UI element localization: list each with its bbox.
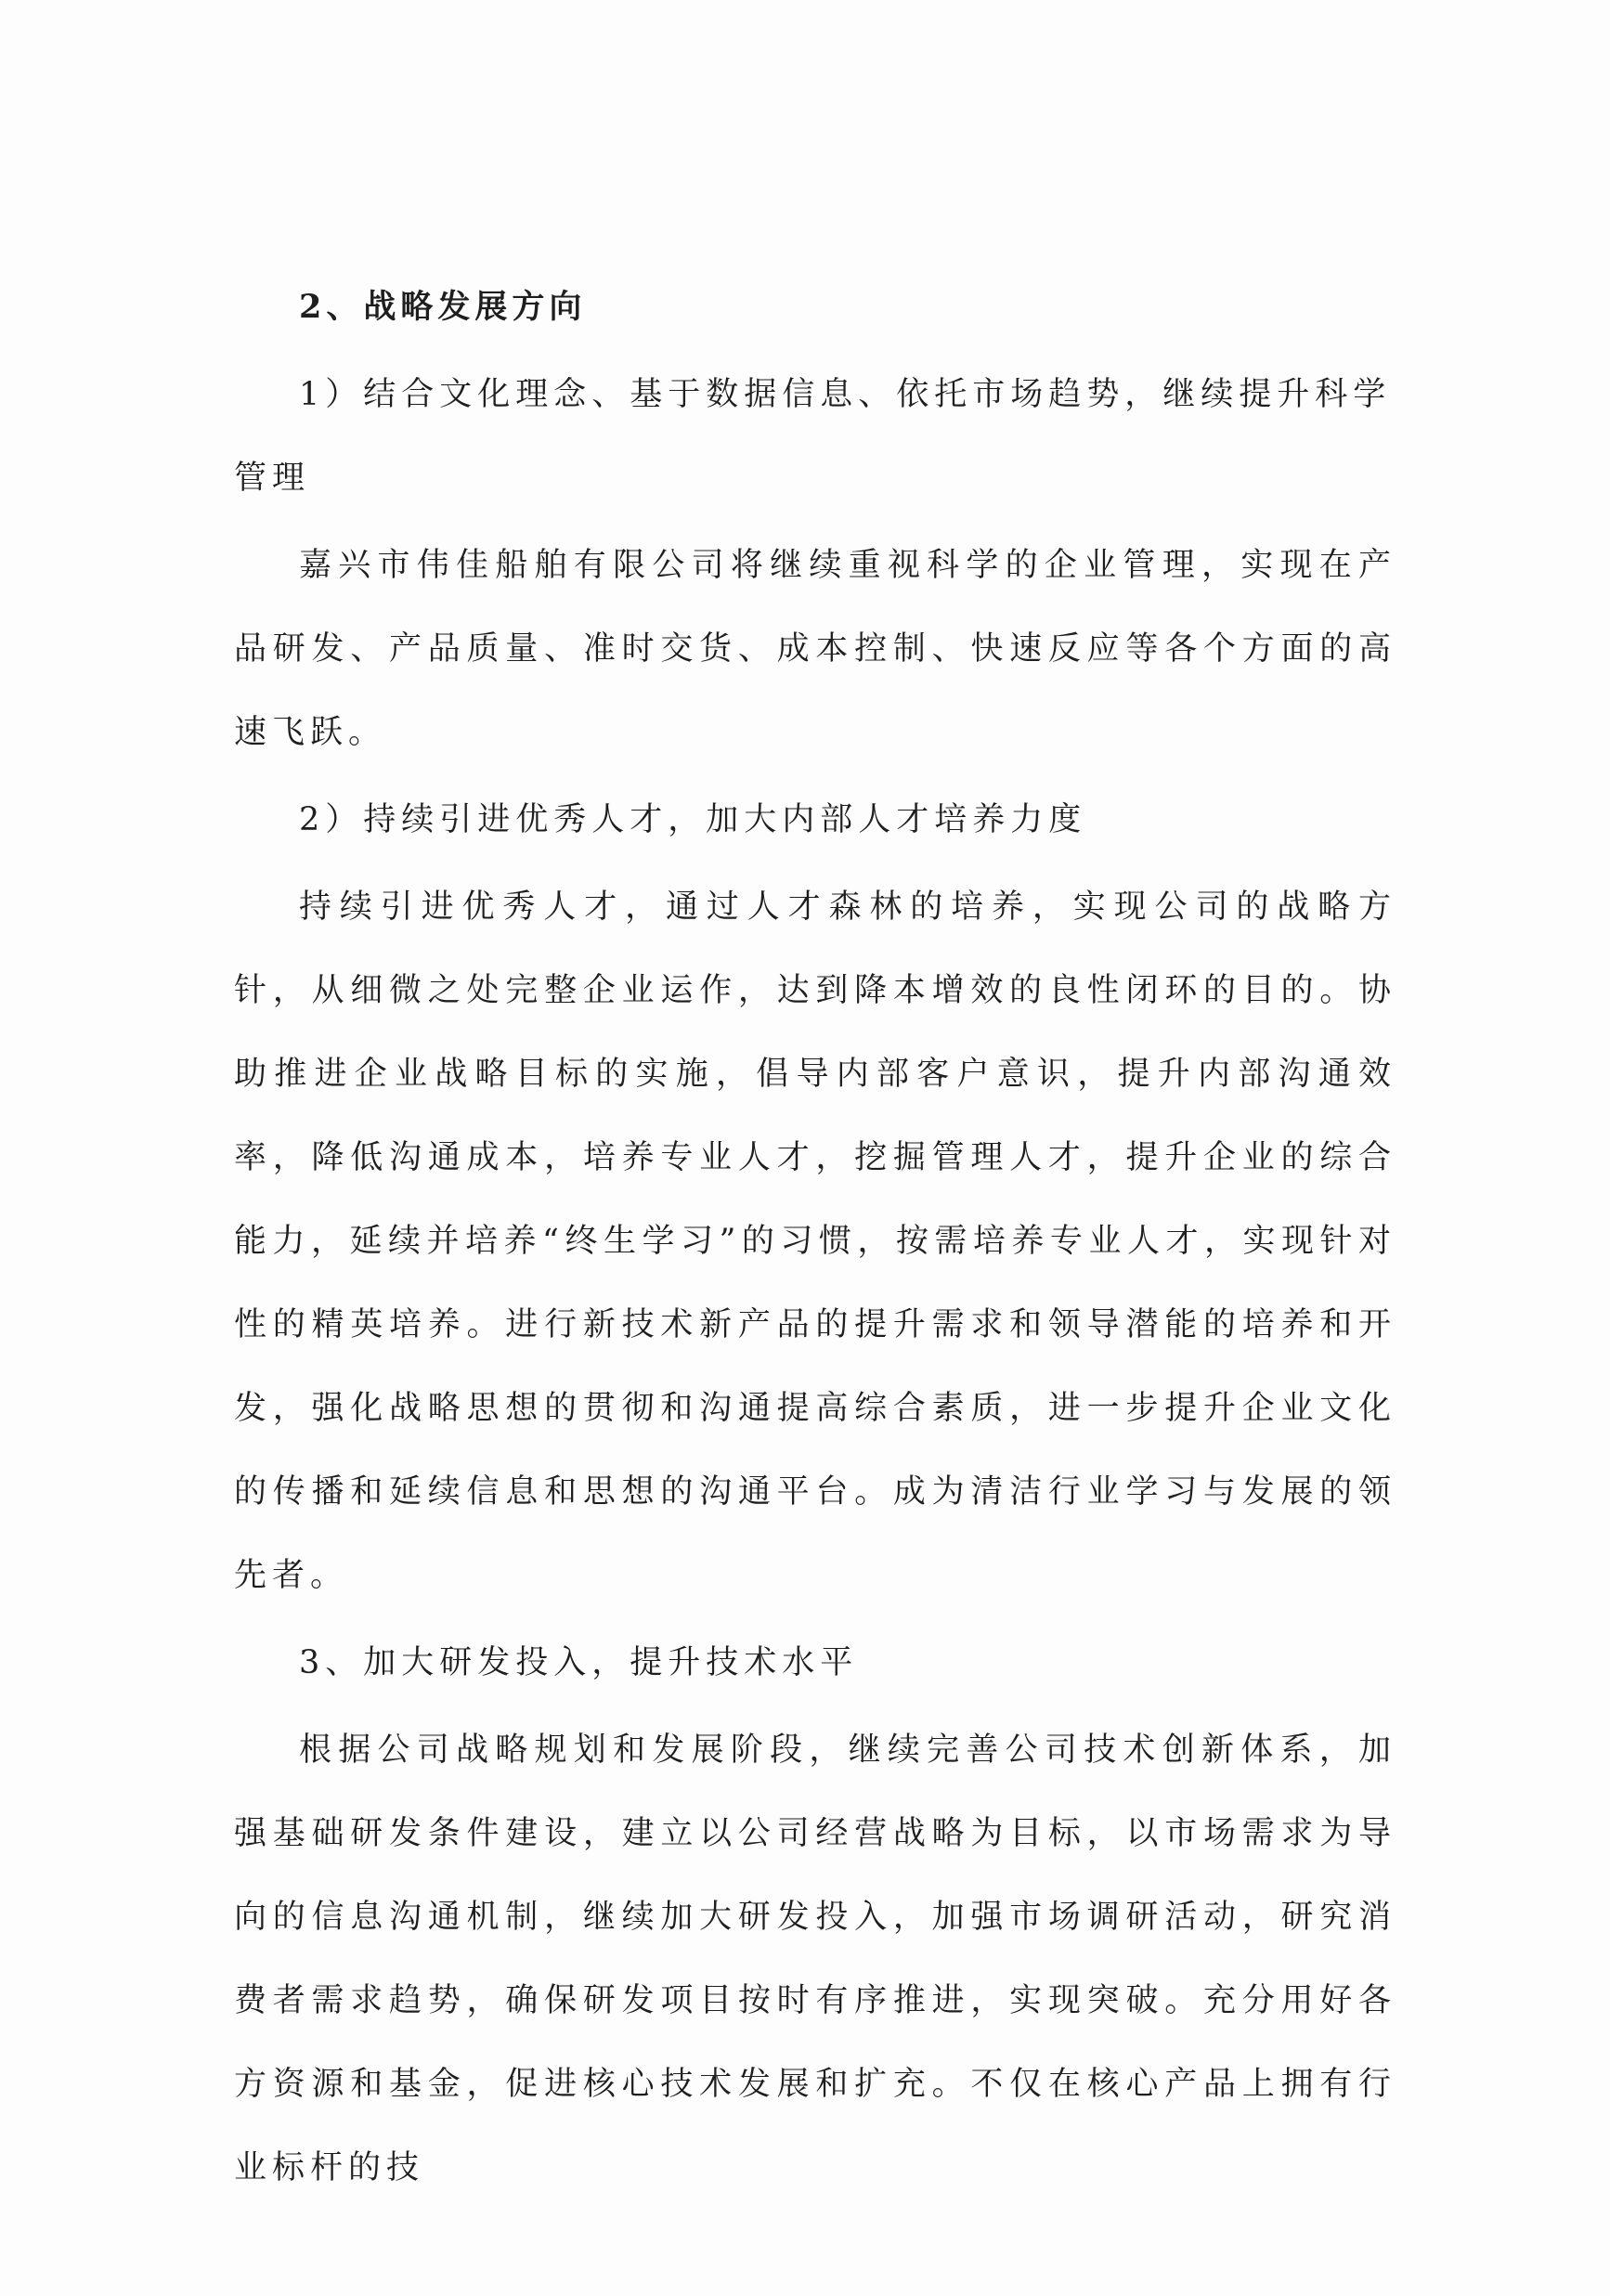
section-heading-rnd: 3、加大研发投入，提升技术水平	[299, 1644, 859, 1681]
paragraph-talent: 持续引进优秀人才，通过人才森林的培养，实现公司的战略方针，从细微之处完整企业运作，达到降本增效的良性闭环的目的。协助推进企业战略目标的实施，倡导内部客户意识，提升内部沟通效率，降低沟通成本，培养专业人才，挖掘管理人才，提升企业的综合能力，延续并培养“终生学习”的习惯，按需培养专业人才，实现针对性的精英培养。进行新技术新产品的提升需求和领导潜能的培养和开发，强化战略思想的贯彻和沟通提高综合素质，进一步提升企业文化的传播和延续信息和思想的沟通平台。成为清洁行业学习与发展的领先者。	[234, 889, 1396, 1594]
paragraph-rnd: 根据公司战略规划和发展阶段，继续完善公司技术创新体系，加强基础研发条件建设，建立以公司经营战略为目标，以市场需求为导向的信息沟通机制，继续加大研发投入，加强市场调研活动，研究消费者需求趋势，确保研发项目按时有序推进，实现突破。充分用好各方资源和基金，促进核心技术发展和扩充。不仅在核心产品上拥有行业标杆的技	[234, 1732, 1396, 2186]
subheading-scientific-management: 1）结合文化理念、基于数据信息、依托市场趋势，继续提升科学管理	[234, 376, 1392, 497]
document-body	[234, 266, 1396, 2213]
paragraph-scientific-management: 嘉兴市伟佳船舶有限公司将继续重视科学的企业管理，实现在产品研发、产品质量、准时交货、成本控制、快速反应等各个方面的高速飞跃。	[234, 547, 1396, 751]
subheading-talent: 2）持续引进优秀人才，加大内部人才培养力度	[299, 801, 1087, 838]
section-heading-strategy-direction: 2、战略发展方向	[299, 288, 587, 326]
